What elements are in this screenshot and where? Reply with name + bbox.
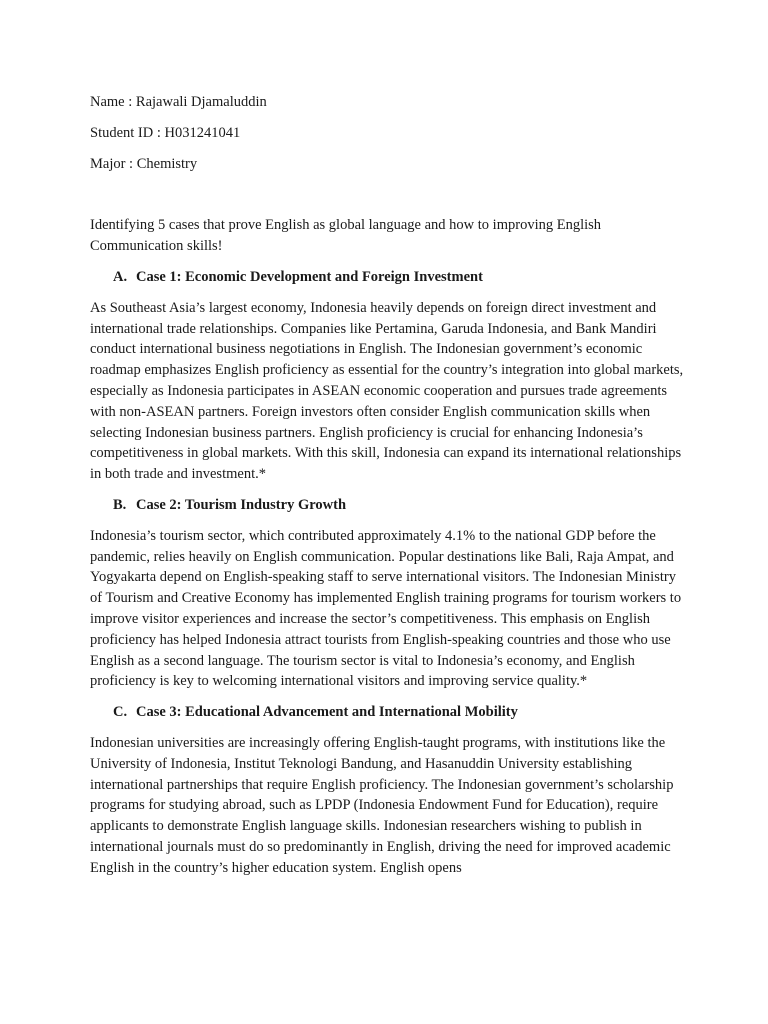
- section-title: Case 3: Educational Advancement and International Mobility: [136, 704, 518, 721]
- section-letter: B.: [113, 496, 127, 513]
- section-title: Case 1: Economic Development and Foreign Investment: [136, 268, 483, 285]
- student-id: Student ID : H031241041: [90, 124, 241, 141]
- section-body-case-1: As Southeast Asia’s largest economy, Indonesia heavily depends on foreign direct investment and international trade relationships. Companies like Pertamina, Garuda Indonesia, and Bank Mandiri conduct international business negotiations in English. The Indonesian government’s economic roadmap emphasizes English proficiency as essential for the country’s integration into global markets, especially as Indonesia participates in ASEAN economic cooperation and pursues trade agreements with non-ASEAN partners. Foreign investors often consider English communication skills when selecting Indonesian business partners. English proficiency is crucial for enhancing Indonesia’s competitiveness in global markets. With this skill, Indonesia can expand its international relationships in both trade and investment.*: [90, 299, 684, 483]
- section-heading-case-3: [90, 702, 690, 723]
- section-body-case-2: Indonesia’s tourism sector, which contributed approximately 4.1% to the national GDP before the pandemic, relies heavily on English communication. Popular destinations like Bali, Raja Ampat, and Yogyakarta depend on English-speaking staff to serve international visitors. The Indonesian Ministry of Tourism and Creative Economy has implemented English training programs for tourism workers to improve visitor experiences and increase the sector’s competitiveness. This emphasis on English proficiency has helped Indonesia attract tourists from English-speaking countries and those who use English as a second language. The tourism sector is vital to Indonesia’s economy, and English proficiency is key to welcoming international visitors and improving service quality.*: [90, 527, 682, 690]
- section-heading-case-1: [90, 267, 690, 288]
- document-page: [90, 92, 690, 879]
- assignment-prompt: Identifying 5 cases that prove English as global language and how to improving English Communication skills!: [90, 217, 602, 255]
- student-name: Name : Rajawali Djamaluddin: [90, 94, 267, 110]
- section-heading-case-2: [90, 495, 690, 516]
- section-letter: A.: [113, 268, 128, 285]
- student-major: Major : Chemistry: [90, 155, 198, 172]
- section-letter: C.: [113, 704, 128, 721]
- section-title: Case 2: Tourism Industry Growth: [136, 496, 347, 513]
- section-body-case-3: Indonesian universities are increasingly offering English-taught programs, with institutions like the University of Indonesia, Institut Teknologi Bandung, and Hasanuddin University establishing international partnerships that require English proficiency. The Indonesian government’s scholarship programs for studying abroad, such as LPDP (Indonesia Endowment Fund for Education), require applicants to demonstrate English language skills. Indonesian researchers wishing to publish in international journals must do so predominantly in English, driving the need for improved academic English in the country’s higher education system. English opens: [90, 734, 674, 876]
